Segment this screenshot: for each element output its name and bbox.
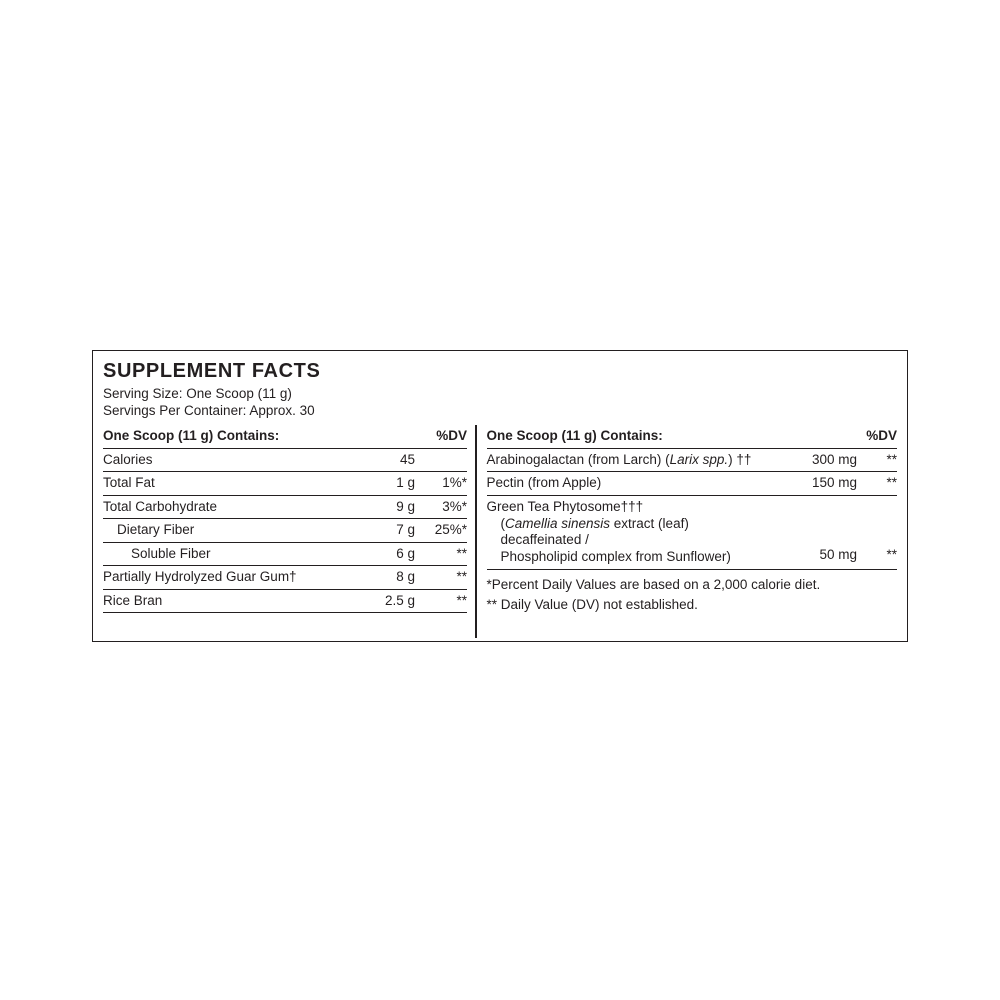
left-facts-table	[103, 425, 467, 613]
ingredient-name-part2: ) ††	[728, 451, 752, 467]
ingredient-dv: **	[857, 472, 897, 495]
nutrient-dv: 1%*	[415, 472, 467, 495]
green-tea-name	[487, 495, 772, 570]
nutrient-dv: **	[415, 589, 467, 612]
nutrient-amount: 45	[323, 448, 415, 471]
nutrient-dv	[415, 448, 467, 471]
left-header-label: One Scoop (11 g) Contains:	[103, 425, 323, 448]
nutrient-name: Total Carbohydrate	[103, 495, 323, 518]
supplement-facts-panel	[92, 350, 908, 642]
nutrient-amount: 7 g	[323, 519, 415, 542]
table-row	[487, 472, 898, 495]
nutrient-name: Rice Bran	[103, 589, 323, 612]
facts-columns	[93, 425, 907, 638]
left-column-header-row	[103, 425, 467, 448]
nutrient-name: Total Fat	[103, 472, 323, 495]
left-column	[93, 425, 475, 638]
ingredient-name: Pectin (from Apple)	[487, 472, 772, 495]
ingredient-amount: 300 mg	[771, 448, 857, 471]
ingredient-amount: 150 mg	[771, 472, 857, 495]
ingredient-dv: **	[857, 448, 897, 471]
nutrient-amount: 9 g	[323, 495, 415, 518]
table-row	[103, 495, 467, 518]
footnote-dv-not-established: ** Daily Value (DV) not established.	[486, 597, 698, 613]
nutrient-dv: **	[415, 566, 467, 589]
table-row	[487, 495, 898, 570]
nutrient-name: Dietary Fiber	[103, 519, 323, 542]
nutrient-dv: 3%*	[415, 495, 467, 518]
green-tea-line1: Green Tea Phytosome†††	[486, 498, 644, 514]
nutrient-amount: 1 g	[323, 472, 415, 495]
table-row	[487, 448, 898, 471]
left-header-dv: %DV	[415, 425, 467, 448]
ingredient-name	[487, 448, 772, 471]
nutrient-amount: 2.5 g	[323, 589, 415, 612]
nutrient-name: Soluble Fiber	[103, 542, 323, 565]
green-tea-amount: 50 mg	[771, 495, 857, 570]
footnotes	[487, 570, 898, 614]
serving-size: Serving Size: One Scoop (11 g)	[103, 386, 292, 401]
right-column	[477, 425, 908, 638]
right-header-dv: %DV	[857, 425, 897, 448]
right-header-amount	[771, 425, 857, 448]
table-row	[103, 589, 467, 612]
nutrient-name: Calories	[103, 448, 323, 471]
green-tea-line2	[487, 516, 772, 550]
table-row	[103, 448, 467, 471]
green-tea-species: Camellia sinensis	[505, 515, 611, 531]
ingredient-name-italic: Larix spp.	[669, 451, 729, 467]
servings-per-container: Servings Per Container: Approx. 30	[103, 403, 315, 419]
green-tea-line3: Phospholipid complex from Sunflower)	[500, 549, 731, 565]
right-column-header-row	[487, 425, 898, 448]
green-tea-dv: **	[857, 495, 897, 570]
nutrient-name: Partially Hydrolyzed Guar Gum†	[103, 566, 323, 589]
table-row	[103, 472, 467, 495]
green-tea-line2-open: (	[500, 515, 505, 531]
ingredient-name-part1: Arabinogalactan (from Larch) (	[486, 451, 670, 467]
right-header-label: One Scoop (11 g) Contains:	[487, 425, 772, 448]
footnote-percent-dv: *Percent Daily Values are based on a 2,000 calorie diet.	[486, 577, 821, 593]
nutrient-dv: **	[415, 542, 467, 565]
nutrient-amount: 8 g	[323, 566, 415, 589]
panel-title: SUPPLEMENT FACTS	[103, 360, 321, 382]
table-row	[103, 519, 467, 542]
table-row	[103, 542, 467, 565]
left-header-amount	[323, 425, 415, 448]
green-tea-line2-rest: extract (leaf) decaffeinated /	[500, 515, 689, 548]
panel-header	[93, 351, 907, 419]
right-facts-table	[487, 425, 898, 570]
table-row	[103, 566, 467, 589]
nutrient-dv: 25%*	[415, 519, 467, 542]
nutrient-amount: 6 g	[323, 542, 415, 565]
